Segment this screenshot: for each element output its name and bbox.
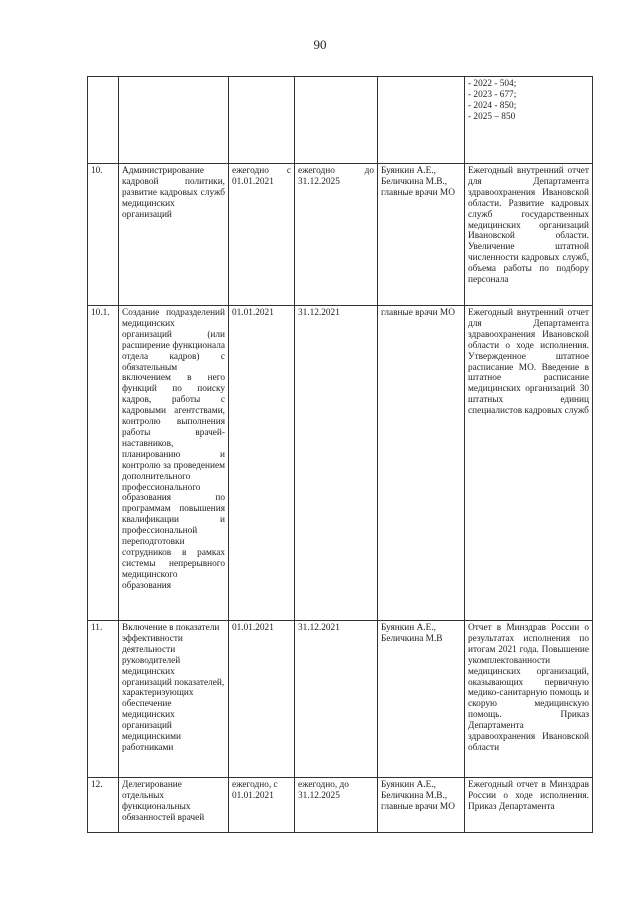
action-cell: Включение в показатели эффективности деятельности руководителей медицинских организаций показателей, характеризующих обеспечение медицинских организаций медицинскими работниками xyxy=(119,621,229,778)
end-date-cell: 31.12.2021 xyxy=(295,621,378,778)
result-cell xyxy=(465,77,593,164)
result-line: - 2022 - 504; xyxy=(468,79,517,89)
table-row xyxy=(88,778,593,833)
start-date-cell: 01.01.2021 xyxy=(229,621,295,778)
result-cell: Отчет в Минздрав России о результатах исполнения по итогам 2021 года. Повышение укомплектованности медицинских организаций, оказывающих первичную медико-санитарную помощь и скорую медицинскую помощь. Приказ Департамента здравоохранения Ивановской области xyxy=(465,621,593,778)
result-cell: Ежегодный внутренний отчет для Департамента здравоохранения Ивановской области. Развитие кадровых служб государственных медицинских организаций Ивановской области. Увеличение штатной численности кадровых служб, объема работы по подбору персонала xyxy=(465,164,593,306)
responsible-cell: главные врачи МО xyxy=(378,306,465,621)
row-number: 10.1. xyxy=(88,306,119,621)
table-row xyxy=(88,306,593,621)
row-number: 10. xyxy=(88,164,119,306)
table-row xyxy=(88,164,593,306)
action-cell xyxy=(119,77,229,164)
end-date-cell: ежегодно до 31.12.2025 xyxy=(295,164,378,306)
result-line: - 2025 – 850 xyxy=(468,111,516,122)
responsible-cell: Буянкин А.Е., Беличкина М.В xyxy=(378,621,465,778)
end-date-cell: ежегодно, до 31.12.2025 xyxy=(295,778,378,833)
result-line: - 2023 - 677; xyxy=(468,89,517,100)
responsible-cell xyxy=(378,77,465,164)
result-line: - 2024 - 850; xyxy=(468,100,517,111)
row-number: 12. xyxy=(88,778,119,833)
table-row xyxy=(88,621,593,778)
start-date-cell: ежегодно, с 01.01.2021 xyxy=(229,778,295,833)
plan-table xyxy=(87,76,593,833)
start-date-cell: ежегодно с 01.01.2021 xyxy=(229,164,295,306)
row-number: 11. xyxy=(88,621,119,778)
end-date-cell: 31.12.2021 xyxy=(295,306,378,621)
table-row xyxy=(88,77,593,164)
start-date-cell: 01.01.2021 xyxy=(229,306,295,621)
responsible-cell: Буянкин А.Е., Беличкина М.В., главные врачи МО xyxy=(378,778,465,833)
responsible-cell: Буянкин А.Е., Беличкина М.В., главные врачи МО xyxy=(378,164,465,306)
action-cell: Создание подразделений медицинских организаций (или расширение функционала отдела кадров) с обязательным включением в него функций по поиску кадров, работы с кадровыми агентствами, контролю выполнения работы врачей-наставников, планированию и контролю за проведением дополнительного профессионального образования по программам повышения квалификации и профессиональной переподготовки сотрудников в рамках системы непрерывного медицинского образования xyxy=(119,306,229,621)
action-cell: Делегирование отдельных функциональных обязанностей врачей xyxy=(119,778,229,833)
result-cell: Ежегодный внутренний отчет для Департамента здравоохранения Ивановской области о ходе исполнения. Утвержденное штатное расписание МО. Введение в штатное расписание медицинских организаций 30 штатных единиц специалистов кадровых служб xyxy=(465,306,593,621)
result-cell: Ежегодный отчет в Минздрав России о ходе исполнения. Приказ Департамента xyxy=(465,778,593,833)
end-date-cell xyxy=(295,77,378,164)
start-date-cell xyxy=(229,77,295,164)
action-cell: Администрирование кадровой политики, развитие кадровых служб медицинских организаций xyxy=(119,164,229,306)
page-number: 90 xyxy=(313,37,327,52)
row-number xyxy=(88,77,119,164)
